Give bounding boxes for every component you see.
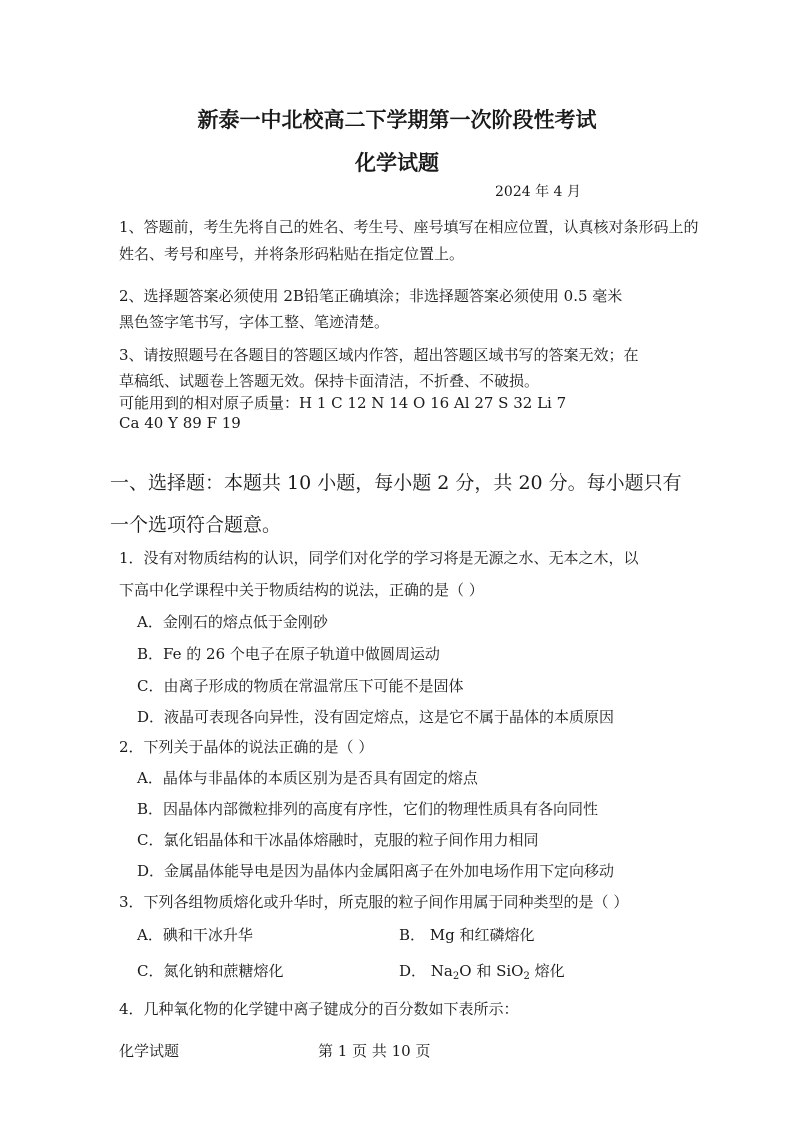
section-heading-cont: 一个选项符合题意。 [110,514,282,536]
q3-option-a: A．碘和干冰升华 [137,926,253,944]
note-line: 1、答题前，考生先将自己的姓名、考生号、座号填写在相应位置，认真核对条形码上的 [119,218,699,236]
exam-subtitle: 化学试题 [355,150,439,175]
footer-page-number: 第 1 页 共 10 页 [318,1042,431,1060]
q1-option-b: B．Fe 的 26 个电子在原子轨道中做圆周运动 [137,645,440,663]
note-line: 草稿纸、试题卷上答题无效。保持卡面清洁，不折叠、不破损。 [119,372,540,390]
question-1-stem-cont: 下高中化学课程中关于物质结构的说法，正确的是（ ） [119,581,484,599]
exam-title: 新泰一中北校高二下学期第一次阶段性考试 [197,107,597,132]
q1-option-a: A．金刚石的熔点低于金刚砂 [137,613,328,631]
atomic-masses-line: Ca 40 Y 89 F 19 [119,414,241,432]
q2-option-b: B．因晶体内部微粒排列的高度有序性，它们的物理性质具有各向同性 [137,800,599,818]
question-4-stem: 4．几种氧化物的化学键中离子键成分的百分数如下表所示： [119,1000,519,1018]
q1-option-c: C．由离子形成的物质在常温常压下可能不是固体 [137,677,464,695]
note-line: 黑色签字笔书写，字体工整、笔迹清楚。 [119,313,390,331]
question-2-stem: 2．下列关于晶体的说法正确的是（ ） [119,738,374,756]
q3-option-b: B． Mg 和红磷熔化 [399,926,535,944]
q1-option-d: D．液晶可表现各向异性，没有固定熔点，这是它不属于晶体的本质原因 [137,708,615,726]
q2-option-a: A．晶体与非晶体的本质区别为是否具有固定的熔点 [137,769,478,787]
q2-option-c: C．氯化铝晶体和干冰晶体熔融时，克服的粒子间作用力相同 [137,831,539,849]
question-1-stem: 1．没有对物质结构的认识，同学们对化学的学习将是无源之水、无本之木，以 [119,549,639,567]
q2-option-d: D．金属晶体能导电是因为晶体内金属阳离子在外加电场作用下定向移动 [137,862,615,880]
note-line: 2、选择题答案必须使用 2B铅笔正确填涂；非选择题答案必须使用 0.5 毫米 [119,287,623,305]
q3-option-c: C．氮化钠和蔗糖熔化 [137,962,284,980]
atomic-masses-line: 可能用到的相对原子质量：H 1 C 12 N 14 O 16 Al 27 S 32 Li 7 [119,394,567,412]
note-line: 姓名、考号和座号，并将条形码粘贴在指定位置上。 [119,245,465,263]
exam-date: 2024 年 4 月 [495,184,581,200]
note-line: 3、请按照题号在各题目的答题区域内作答，超出答题区域书写的答案无效；在 [119,346,639,364]
q3-option-d: D． $Na_2O$ 和 SiO$_2$ 熔化 [399,962,565,982]
question-3-stem: 3．下列各组物质熔化或升华时，所克服的粒子间作用属于同种类型的是（ ） [119,893,629,911]
footer-subject: 化学试题 [119,1042,180,1060]
section-heading: 一、选择题：本题共 10 小题，每小题 2 分，共 20 分。每小题只有 [110,472,682,494]
